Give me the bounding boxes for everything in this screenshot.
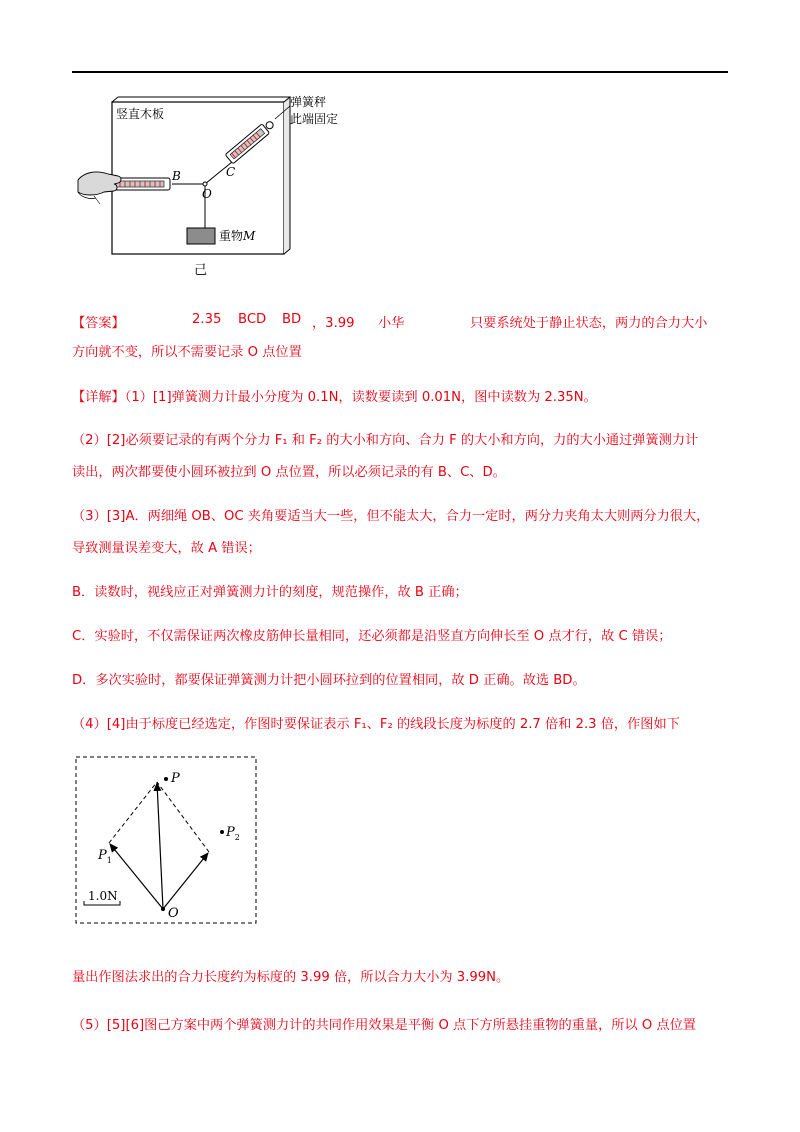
label-o: O (202, 187, 212, 201)
force-arrow-f2 (163, 853, 208, 909)
answer-value-1: 2.35 (192, 312, 222, 327)
answer-tag: 【答案】 (72, 316, 125, 331)
answer-value-6: 只要系统处于静止状态，两力的合力大小 (470, 316, 708, 331)
answer-value-4: ，3.99 (312, 316, 355, 331)
label-p2: $P_2$ (226, 825, 240, 842)
detail-p1: 【详解】（1）[1]弹簧测力计最小分度为 0.1N，读数要读到 0.01N，图中读数为 2.35N。 (72, 390, 597, 405)
header-rule (72, 71, 728, 73)
answer-value-5: 小华 (378, 316, 405, 331)
detail-p5: 量出作图法求出的合力长度约为标度的 3.99 倍，所以合力大小为 3.99N。 (72, 970, 510, 985)
detail-p4: （4）[4]由于标度已经选定，作图时要保证表示 F₁、F₂ 的线段长度为标度的 2.7 倍和 2.3 倍，作图如下 (72, 717, 680, 732)
detail-p3-line2: 导致测量误差变大，故 A 错误； (72, 541, 261, 556)
answer-value-2: BCD (238, 312, 267, 327)
answer-value-3: BD (282, 312, 302, 327)
scale-label: 1.0N (88, 889, 118, 903)
label-o2: O (168, 906, 179, 921)
label-c: C (226, 165, 236, 179)
board-label: 竖直木板 (116, 107, 165, 121)
force-diagram (74, 755, 264, 927)
dashed-side-2 (157, 782, 209, 852)
spring-note-2: 此端固定 (290, 112, 339, 126)
detail-option-b: B．读数时，视线应正对弹簧测力计的刻度，规范操作，故 B 正确； (72, 585, 468, 600)
label-p: P (171, 771, 180, 786)
spring-note-1: 弹簧秤 (290, 95, 327, 109)
dashed-side-1 (109, 782, 157, 843)
figure-caption: 己 (194, 263, 208, 278)
answer-line-2: 方向就不变，所以不需要记录 O 点位置 (72, 345, 302, 360)
weight-block (187, 228, 215, 244)
label-p1: $P_1$ (98, 848, 112, 865)
force-arrow-resultant (157, 783, 163, 909)
detail-p2-line1: （2）[2]必须要记录的有两个分力 F₁ 和 F₂ 的大小和方向、合力 F 的大小和方向，力的大小通过弹簧测力计 (72, 433, 699, 448)
answer-row (72, 312, 732, 334)
force-arrow-f1 (110, 844, 163, 909)
detail-p2-line2: 读出，两次都要使小圆环被拉到 O 点位置，所以必须记录的有 B、C、D。 (72, 465, 506, 480)
detail-p6: （5）[5][6]图己方案中两个弹簧测力计的共同作用效果是平衡 O 点下方所悬挂重物的重量，所以 O 点位置 (72, 1018, 696, 1033)
label-b: B (172, 169, 181, 183)
apparatus-figure (74, 92, 374, 282)
detail-p3-line1: （3）[3]A．两细绳 OB、OC 夹角要适当大一些，但不能太大，合力一定时，两分力夹角太大则两分力很大， (72, 509, 710, 524)
detail-option-c: C．实验时，不仅需保证两次橡皮筋伸长量相同，还必须都是沿竖直方向伸长至 O 点才行，故 C 错误； (72, 629, 672, 644)
detail-option-d: D．多次实验时，都要保证弹簧测力计把小圆环拉到的位置相同，故 D 正确。故选 BD。 (72, 673, 586, 688)
weight-label: 重物M (219, 229, 256, 243)
